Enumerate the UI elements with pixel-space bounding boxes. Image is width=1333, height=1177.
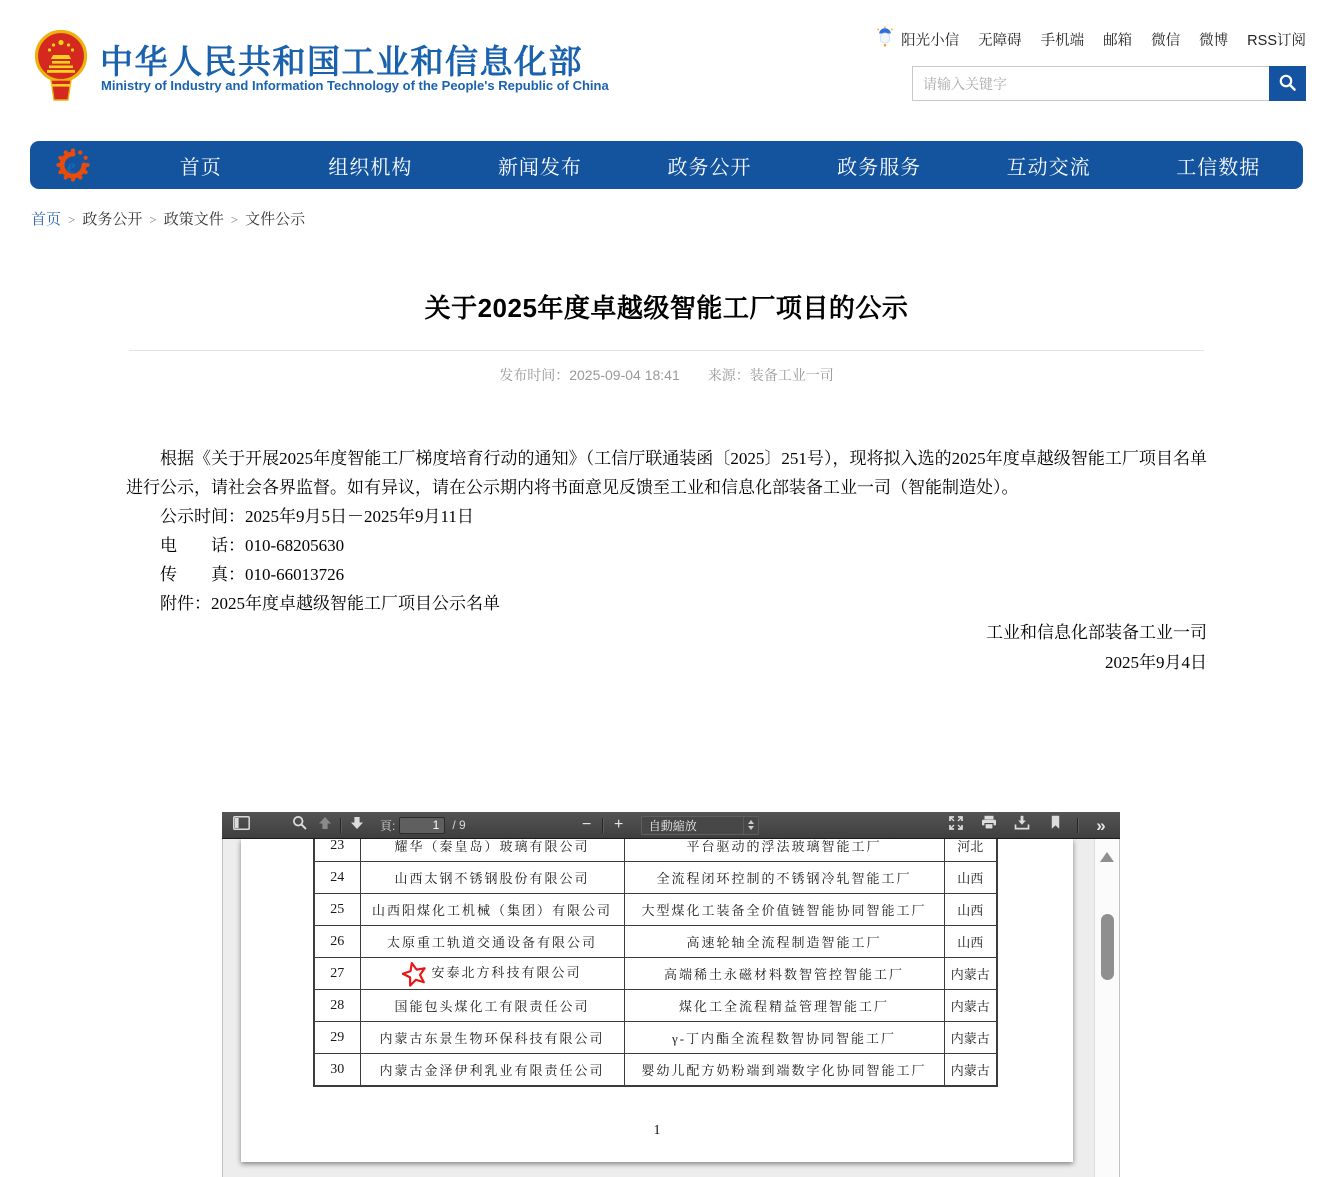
zoom-in-icon: + [614, 816, 624, 833]
table-row [314, 839, 997, 862]
presentation-mode-icon [948, 815, 964, 836]
star-annotation-icon [399, 958, 431, 990]
row-province: 山西 [944, 894, 997, 926]
pdf-scrollbar [1094, 839, 1119, 1177]
row-company [360, 839, 624, 862]
toolbar-right-group [943, 815, 1114, 836]
row-province: 内蒙古 [944, 1022, 997, 1054]
row-company [360, 1022, 624, 1054]
phone-line: 电 话：010-68205630 [160, 536, 345, 555]
zoom-out-button[interactable] [574, 815, 600, 836]
row-company [360, 894, 624, 926]
search-icon [1278, 73, 1297, 95]
nav-item[interactable]: 政务公开 [667, 156, 752, 179]
row-number: 29 [314, 1022, 360, 1054]
signature: 工业和信息化部装备工业一司 [986, 623, 1207, 642]
row-project: 平台驱动的浮法玻璃智能工厂 [624, 839, 944, 862]
row-project: 高端稀土永磁材料数智管控智能工厂 [624, 958, 944, 990]
article-body [126, 444, 1207, 677]
zoom-select[interactable] [641, 816, 759, 835]
search-bar [912, 66, 1306, 101]
row-company [360, 1054, 624, 1087]
pdf-toolbar [222, 812, 1120, 839]
toolbar-divider [1077, 818, 1079, 833]
breadcrumb-separator: > [149, 212, 157, 227]
row-number: 26 [314, 926, 360, 958]
row-company-text: 内蒙古金泽伊利乳业有限责任公司 [379, 1063, 605, 1078]
presentation-mode-button[interactable] [943, 815, 969, 836]
sidebar-toggle-icon [233, 816, 250, 835]
site-title: 中华人民共和国工业和信息化部 [100, 43, 583, 80]
fax-line: 传 真：010-66013726 [160, 565, 345, 584]
topbar-links [876, 28, 1306, 51]
miit-gear-logo-icon [30, 147, 116, 183]
row-number: 23 [314, 839, 360, 862]
pdf-page-number: 1 [653, 1123, 661, 1138]
page-total: / 9 [452, 818, 466, 832]
breadcrumb-separator: > [68, 212, 76, 227]
row-province: 山西 [944, 862, 997, 894]
more-tools-button[interactable] [1088, 815, 1114, 836]
search-button[interactable] [1269, 66, 1306, 101]
zoom-in-button[interactable] [606, 815, 632, 836]
row-company-text: 国能包头煤化工有限责任公司 [394, 999, 590, 1014]
table-row [314, 1054, 997, 1087]
source-label: 来源： [707, 367, 750, 383]
signature-date: 2025年9月4日 [1105, 653, 1207, 672]
row-project: 婴幼儿配方奶粉端到端数字化协同智能工厂 [624, 1054, 944, 1087]
sidebar-toggle-button[interactable] [228, 815, 254, 836]
article-meta [126, 365, 1207, 385]
toplinks-list [901, 29, 1306, 50]
site-subtitle: Ministry of Industry and Information Technology of the People's Republic of China [101, 78, 609, 93]
row-project: 煤化工全流程精益管理智能工厂 [624, 990, 944, 1022]
publish-time: 2025-09-04 18:41 [569, 367, 680, 383]
search-input[interactable] [912, 66, 1269, 101]
national-emblem-logo [34, 29, 88, 108]
row-number: 28 [314, 990, 360, 1022]
bookmark-icon [1049, 815, 1062, 835]
download-button[interactable] [1009, 815, 1035, 836]
pdf-page [241, 839, 1073, 1162]
row-company [360, 862, 624, 894]
breadcrumb [31, 208, 305, 229]
print-icon [981, 815, 997, 835]
row-company [360, 958, 624, 990]
attachment-link[interactable]: 附件：2025年度卓越级智能工厂项目公示名单 [160, 594, 500, 613]
row-province: 内蒙古 [944, 1054, 997, 1087]
row-number: 25 [314, 894, 360, 926]
row-project: 全流程闭环控制的不锈钢冷轧智能工厂 [624, 862, 944, 894]
svg-text:e: e [67, 156, 76, 178]
page-title: 关于2025年度卓越级智能工厂项目的公示 [424, 293, 909, 323]
nav-items [116, 151, 1303, 180]
breadcrumb-zhengce[interactable]: 政策文件 [163, 212, 224, 228]
zoom-out-icon: − [582, 816, 592, 833]
row-province: 山西 [944, 926, 997, 958]
find-button[interactable] [286, 815, 312, 836]
zoom-select-value: 自動縮放 [648, 818, 697, 833]
mascot-icon [876, 25, 894, 51]
row-company-text: 安泰北方科技有限公司 [431, 965, 582, 981]
table-rows [314, 839, 997, 1086]
notice-period-line: 公示时间：2025年9月5日－2025年9月11日 [160, 507, 474, 526]
table-row [314, 926, 997, 958]
source: 装备工业一司 [749, 367, 834, 383]
article [126, 288, 1207, 677]
row-company [360, 926, 624, 958]
topbar-link[interactable]: 微博 [1199, 33, 1229, 49]
download-icon [1014, 815, 1030, 835]
select-arrows-icon [743, 817, 758, 834]
breadcrumb-home[interactable]: 首页 [31, 212, 62, 228]
nav-item[interactable]: 政务服务 [837, 156, 922, 179]
nav-item[interactable]: 互动交流 [1006, 156, 1091, 179]
row-project: 大型煤化工装备全价值链智能协同智能工厂 [624, 894, 944, 926]
more-tools-icon: » [1096, 815, 1106, 835]
nav-item[interactable]: 新闻发布 [497, 156, 582, 179]
table-row [314, 894, 997, 926]
topbar-link[interactable]: 手机端 [1040, 33, 1085, 49]
table-row [314, 862, 997, 894]
print-button[interactable] [976, 815, 1002, 836]
topbar-link[interactable]: 微信 [1151, 33, 1181, 49]
row-province: 内蒙古 [944, 958, 997, 990]
title-divider [129, 350, 1204, 351]
row-company-text: 内蒙古东景生物环保科技有限公司 [379, 1031, 605, 1046]
breadcrumb-separator: > [230, 212, 239, 227]
topbar-link[interactable]: RSS订阅 [1247, 33, 1306, 49]
page-number-input[interactable] [399, 817, 445, 834]
scroll-up-arrow[interactable] [1100, 852, 1114, 862]
bookmark-button[interactable] [1042, 815, 1068, 836]
row-company-text: 山西太钢不锈钢股份有限公司 [394, 871, 590, 886]
row-number: 30 [314, 1054, 360, 1087]
nav-item[interactable]: 工信数据 [1176, 156, 1261, 179]
row-company-text: 太原重工轨道交通设备有限公司 [386, 935, 597, 950]
breadcrumb-zhengwu[interactable]: 政务公开 [82, 212, 143, 228]
nav-item[interactable]: 首页 [179, 156, 222, 179]
pdf-viewer [222, 812, 1120, 1177]
row-project: γ-丁内酯全流程数智协同智能工厂 [624, 1022, 944, 1054]
page-down-button[interactable] [344, 815, 370, 836]
publish-time-label: 发布时间： [499, 367, 570, 383]
main-nav [30, 141, 1303, 189]
row-province: 内蒙古 [944, 990, 997, 1022]
smart-factory-table [313, 839, 998, 1087]
breadcrumb-current: 文件公示 [245, 212, 306, 228]
table-row [314, 990, 997, 1022]
find-icon [292, 815, 307, 835]
row-company-text: 耀华（秦皇岛）玻璃有限公司 [394, 839, 590, 854]
row-company-text: 山西阳煤化工机械（集团）有限公司 [371, 903, 612, 918]
topbar-link[interactable]: 无障碍 [978, 33, 1022, 49]
pdf-viewport [222, 839, 1120, 1177]
article-paragraph: 根据《关于开展2025年度智能工厂梯度培育行动的通知》（工信厅联通装函〔2025〕251号），现将拟入选的2025年度卓越级智能工厂项目名单进行公示，请社会各界监督。如有异议，请在公示期内将书面意见反馈至工业和信息化部装备工业一司（智能制造处）。 [126, 449, 1207, 497]
toolbar-divider [340, 818, 342, 833]
table-row [314, 1022, 997, 1054]
scroll-thumb[interactable] [1101, 914, 1114, 980]
row-province: 河北 [944, 839, 997, 862]
page-up-button[interactable] [312, 815, 338, 836]
row-company [360, 990, 624, 1022]
row-number: 24 [314, 862, 360, 894]
row-project: 高速轮轴全流程制造智能工厂 [624, 926, 944, 958]
row-number: 27 [314, 958, 360, 990]
toolbar-divider [602, 818, 604, 833]
nav-item[interactable]: 组织机构 [328, 156, 413, 179]
page-down-icon [349, 816, 365, 835]
table-row [314, 958, 997, 990]
page-up-icon [317, 816, 333, 835]
page-label: 頁: [380, 818, 396, 833]
topbar-link[interactable]: 邮箱 [1103, 33, 1133, 49]
zoom-controls [574, 815, 759, 836]
topbar-link[interactable]: 阳光小信 [901, 33, 960, 49]
